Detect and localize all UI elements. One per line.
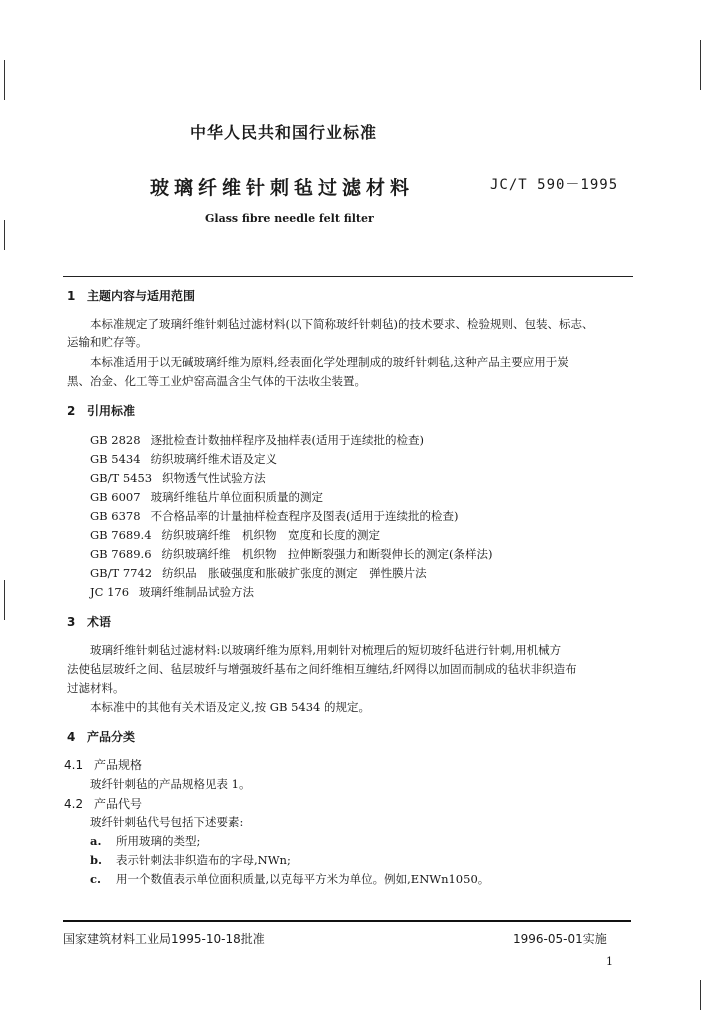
section-title: 产品分类: [87, 730, 136, 744]
section-3-paragraph-1-line-3: 过滤材料。: [67, 681, 125, 695]
section-3-heading: [67, 613, 111, 630]
subsection-4-2-heading: 4.2 产品代号: [64, 797, 143, 811]
section-3-paragraph-2: 本标准中的其他有关术语及定义,按 GB 5434 的规定。: [90, 700, 371, 714]
reference-item: GB 6378 不合格品率的计量抽样检查程序及图表(适用于连续批的检查): [90, 509, 459, 523]
document-title: 玻璃纤维针刺毡过滤材料: [150, 177, 415, 199]
section-number: 2: [67, 404, 76, 418]
section-4-heading: [67, 728, 135, 745]
reference-item: GB 6007 玻璃纤维毡片单位面积质量的测定: [90, 490, 324, 504]
scan-margin-mark: [700, 40, 701, 90]
section-1-paragraph-1-line-1: 本标准规定了玻璃纤维针刺毡过滤材料(以下简称玻纤针刺毡)的技术要求、检验规则、包装、标志、: [90, 317, 594, 331]
reference-item: GB/T 5453 织物透气性试验方法: [90, 471, 266, 485]
section-1-heading: [67, 287, 195, 304]
subsection-4-2-text: 玻纤针刺毡代号包括下述要素:: [90, 815, 244, 829]
scan-margin-mark: [4, 220, 5, 250]
footer-divider: [63, 920, 631, 922]
scan-margin-mark: [4, 580, 5, 620]
reference-item: GB/T 7742 纺织品 胀破强度和胀破扩张度的测定 弹性膜片法: [90, 566, 427, 580]
section-1-paragraph-2-line-2: 黑、冶金、化工等工业炉窑高温含尘气体的干法收尘装置。: [67, 374, 366, 388]
section-title: 术语: [87, 615, 112, 629]
subsection-4-1-heading: 4.1 产品规格: [64, 758, 143, 772]
page-number: 1: [606, 955, 613, 968]
section-1-paragraph-1-line-2: 运输和贮存等。: [67, 335, 148, 349]
section-3-paragraph-1-line-2: 法使毡层玻纤之间、毡层玻纤与增强玻纤基布之间纤维相互缠结,纤网得以加固而制成的毡状非织造布: [67, 662, 577, 676]
section-3-paragraph-1-line-1: 玻璃纤维针刺毡过滤材料:以玻璃纤维为原料,用刺针对梳理后的短切玻纤毡进行针刺,用机械方: [90, 643, 562, 657]
approval-date: 国家建筑材料工业局1995-10-18批准: [63, 932, 265, 946]
implementation-date: 1996-05-01实施: [513, 932, 607, 946]
reference-item: GB 7689.6 纺织玻璃纤维 机织物 拉伸断裂强力和断裂伸长的测定(条样法): [90, 547, 493, 561]
section-1-paragraph-2-line-1: 本标准适用于以无碱玻璃纤维为原料,经表面化学处理制成的玻纤针刺毡,这种产品主要应用于炭: [90, 355, 569, 369]
section-title: 引用标准: [87, 404, 136, 418]
section-title: 主题内容与适用范围: [87, 289, 196, 303]
section-number: 3: [67, 615, 76, 629]
scan-margin-mark: [700, 980, 701, 1010]
list-item: a. 所用玻璃的类型;: [90, 834, 201, 848]
section-number: 4: [67, 730, 76, 744]
section-2-heading: [67, 402, 135, 419]
header-divider: [63, 276, 633, 277]
english-title: Glass fibre needle felt filter: [205, 212, 374, 225]
scan-margin-mark: [4, 60, 5, 100]
section-number: 1: [67, 289, 76, 303]
list-item: b. 表示针刺法非织造布的字母,NWn;: [90, 853, 291, 867]
subsection-4-1-text: 玻纤针刺毡的产品规格见表 1。: [90, 777, 251, 791]
reference-item: GB 2828 逐批检查计数抽样程序及抽样表(适用于连续批的检查): [90, 433, 425, 447]
standard-number: JC/T 590－1995: [490, 177, 619, 193]
issuing-organization: 中华人民共和国行业标准: [190, 123, 378, 142]
list-item: c. 用一个数值表示单位面积质量,以克每平方米为单位。例如,ENWn1050。: [90, 872, 490, 886]
reference-item: GB 5434 纺织玻璃纤维术语及定义: [90, 452, 278, 466]
reference-item: JC 176 玻璃纤维制品试验方法: [90, 585, 255, 599]
reference-item: GB 7689.4 纺织玻璃纤维 机织物 宽度和长度的测定: [90, 528, 381, 542]
